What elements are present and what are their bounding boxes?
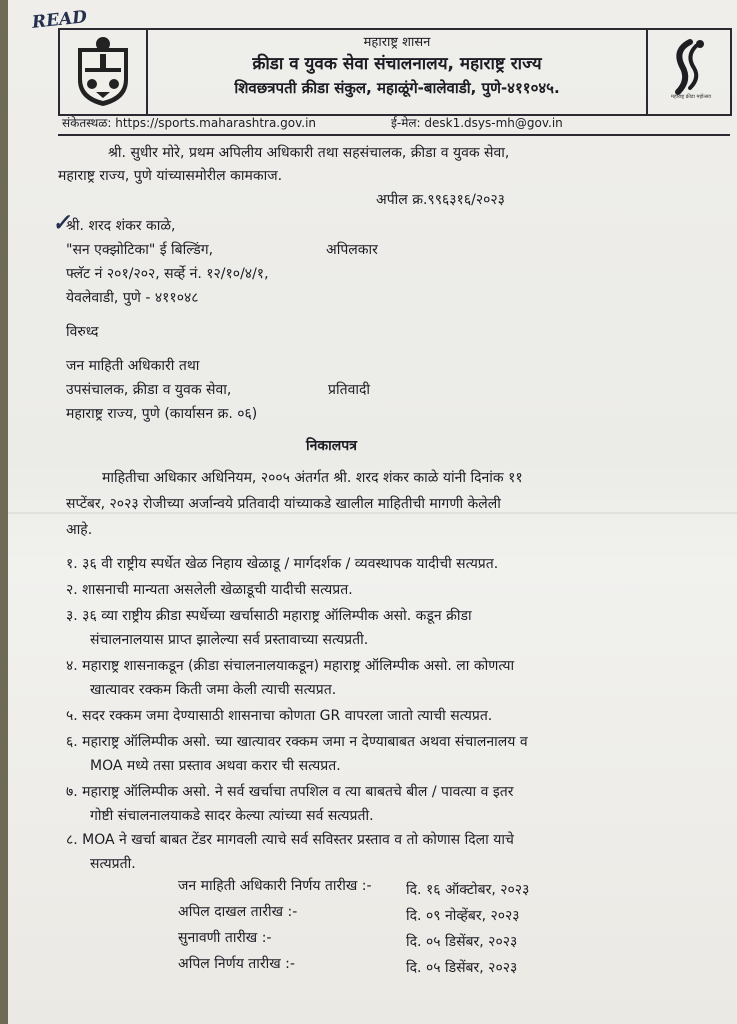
department-name: क्रीडा व युवक सेवा संचालनालय, महाराष्ट्र राज्य [252, 54, 542, 74]
document-page [8, 0, 737, 1024]
respondent-line: उपसंचालक, क्रीडा व युवक सेवा, [66, 382, 232, 398]
email-address[interactable]: ई-मेल: desk1.dsys-mh@gov.in [391, 116, 563, 130]
respondent-line: महाराष्ट्र राज्य, पुणे (कार्यासन क्र. ०६) [66, 406, 258, 422]
website-link[interactable]: संकेतस्थळ: https://sports.maharashtra.gov.in [62, 116, 317, 130]
date-label: अपिल निर्णय तारीख :- [178, 956, 295, 972]
date-label: अपिल दाखल तारीख :- [178, 904, 298, 920]
request-item: ७. महाराष्ट्र ऑलिम्पीक असो. ने सर्व खर्चाचा तपशिल व त्या बाबतचे बील / पावत्या व इतर [66, 784, 514, 800]
request-item-continuation: खात्यावर रक्कम किती जमा केली त्याची सत्यप्रत. [90, 682, 337, 698]
request-item: ५. सदर रक्कम जमा देण्यासाठी शासनाचा कोणता GR वापरला जातो त्याची सत्यप्रत. [66, 708, 493, 724]
request-item: ४. महाराष्ट्र शासनाकडून (क्रीडा संचालनालयाकडून) महाराष्ट्र ऑलिम्पीक असो. ला कोणत्या [66, 658, 515, 674]
header-divider [146, 30, 148, 114]
body-line: आहे. [66, 522, 93, 538]
request-item: ६. महाराष्ट्र ऑलिम्पीक असो. च्या खात्यावर रक्कम जमा न देण्याबाबत अथवा संचालनालय व [66, 734, 528, 750]
body-line: सप्टेंबर, २०२३ रोजीच्या अर्जान्वये प्रतिवादी यांच्याकडे खालील माहितीची मागणी केलेली [66, 496, 501, 512]
versus-label: विरुध्द [66, 324, 99, 340]
date-value: दि. १६ ऑक्टोबर, २०२३ [406, 882, 530, 898]
government-name: महाराष्ट्र शासन [363, 35, 431, 50]
appellant-address-line: फ्लॅट नं २०१/२०२, सर्व्हे नं. १२/१०/४/१, [66, 266, 269, 282]
request-item: २. शासनाची मान्यता असलेली खेळाडूची यादीची सत्यप्रत. [66, 582, 353, 598]
appellant-name: श्री. शरद शंकर काळे, [66, 218, 176, 234]
request-item: ३. ३६ व्या राष्ट्रीय क्रीडा स्पर्धेच्या खर्चासाठी महाराष्ट्र ऑलिम्पीक असो. कडून क्रीडा [66, 608, 472, 624]
respondent-role: प्रतिवादी [328, 382, 371, 398]
judgment-title: निकालपत्र [306, 438, 357, 454]
request-item-continuation: संचालनालयास प्राप्त झालेल्या सर्व प्रस्तावाच्या सत्यप्रती. [90, 632, 369, 648]
intro-line: श्री. सुधीर मोरे, प्रथम अपिलीय अधिकारी तथा सहसंचालक, क्रीडा व युवक सेवा, [108, 145, 510, 161]
request-item-continuation: सत्यप्रती. [90, 856, 136, 872]
header-rule [58, 134, 730, 136]
logo-caption: महाराष्ट्र क्रीडा महोत्सव [670, 94, 711, 100]
appellant-address-line: येवलेवाडी, पुणे - ४११०४८ [66, 290, 199, 306]
request-item: ८. MOA ने खर्चा बाबत टेंडर मागवली त्याचे सर्व सविस्तर प्रस्ताव व तो कोणास दिला याचे [66, 832, 514, 848]
intro-line: महाराष्ट्र राज्य, पुणे यांच्यासमोरील कामकाज. [58, 168, 283, 184]
date-value: दि. ०९ नोव्हेंबर, २०२३ [406, 908, 520, 924]
appeal-number: अपील क्र.९९६३१६/२०२३ [376, 192, 505, 208]
respondent-line: जन माहिती अधिकारी तथा [66, 358, 200, 374]
date-label: सुनावणी तारीख :- [178, 930, 272, 946]
maharashtra-emblem-icon [70, 34, 136, 108]
appellant-address-line: "सन एक्झोटिका" ई बिल्डिंग, [66, 242, 214, 258]
handwritten-tick-mark: ✓ [51, 209, 72, 237]
handwritten-read-mark: READ [31, 7, 88, 33]
header-divider [646, 30, 648, 114]
date-label: जन माहिती अधिकारी निर्णय तारीख :- [178, 878, 372, 894]
body-line: माहितीचा अधिकार अधिनियम, २००५ अंतर्गत श्री. शरद शंकर काळे यांनी दिनांक ११ [102, 470, 523, 486]
letterhead-text [150, 34, 644, 99]
department-address: शिवछत्रपती क्रीडा संकुल, महाळूंगे-बालेवाडी, पुणे-४११०४५. [234, 79, 560, 97]
request-item-continuation: गोष्टी संचालनालयाकडे सादर केल्या त्यांच्या सर्व सत्यप्रती. [90, 808, 374, 824]
date-value: दि. ०५ डिसेंबर, २०२३ [406, 934, 518, 950]
letterhead [58, 28, 732, 116]
date-value: दि. ०५ डिसेंबर, २०२३ [406, 960, 518, 976]
contact-row [58, 114, 728, 132]
request-item-continuation: MOA मध्ये तसा प्रस्ताव अथवा करार ची सत्यप्रत. [90, 758, 341, 774]
appellant-role: अपिलकार [326, 242, 378, 258]
request-item: १. ३६ वी राष्ट्रीय स्पर्धेत खेळ निहाय खेळाडू / मार्गदर्शक / व्यवस्थापक यादीची सत्यप्रत. [66, 556, 499, 572]
